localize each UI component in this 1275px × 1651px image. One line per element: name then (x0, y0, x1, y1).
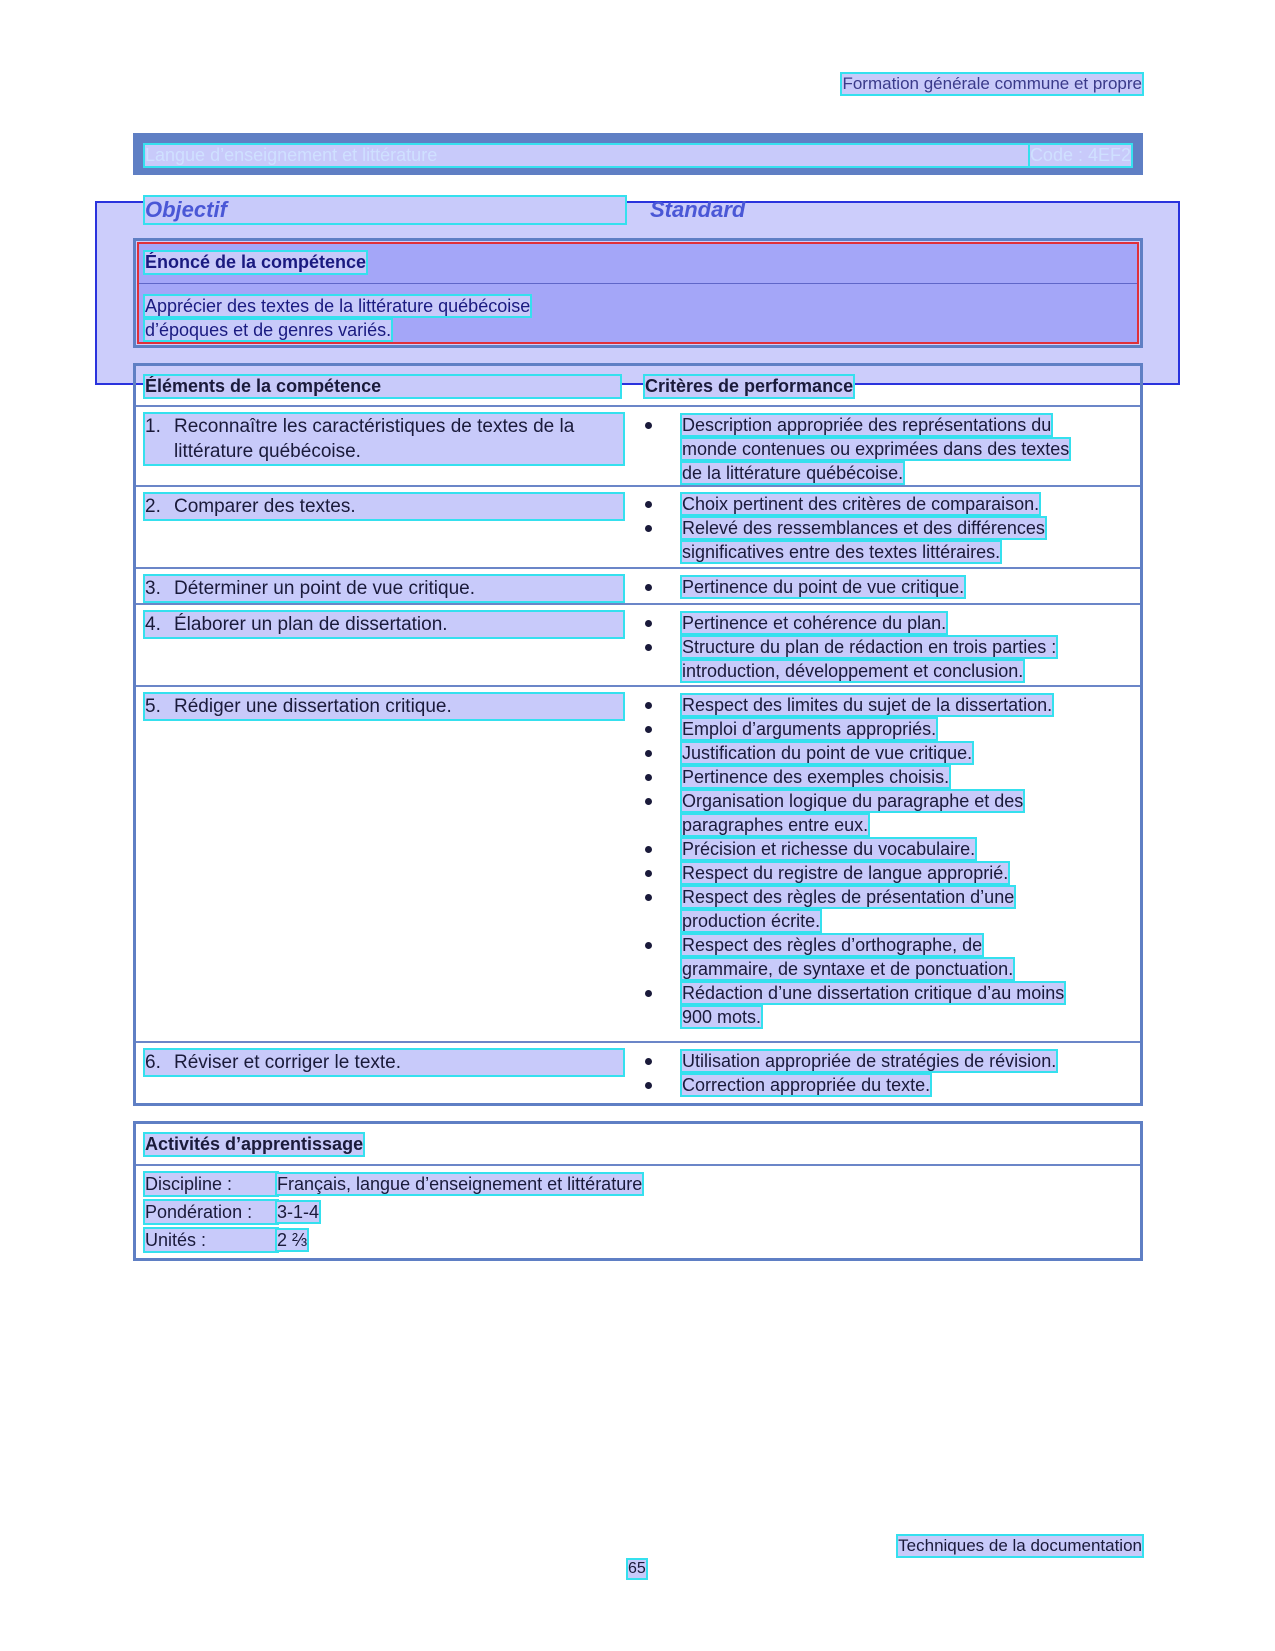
discipline-label: Discipline : (145, 1173, 277, 1195)
element-number: 5. (145, 696, 161, 717)
bullet-icon (645, 894, 652, 901)
bullet-icon (645, 774, 652, 781)
activities-divider (136, 1164, 1140, 1166)
criterion-item: Justification du point de vue critique. (645, 741, 1130, 765)
row-divider (136, 1041, 1140, 1043)
discipline-title: Langue d’enseignement et littérature (145, 145, 1085, 166)
criteria-list-1 (645, 413, 1130, 485)
bullet-icon (645, 644, 652, 651)
bullet-icon (645, 942, 652, 949)
competence-statement (145, 294, 605, 342)
criterion-item: Description appropriée des représentations du monde contenues ou exprimées dans des textes de la littérature québécoise. (645, 413, 1130, 485)
element-text: Élaborer un plan de dissertation. (174, 614, 448, 635)
element-row-6 (145, 1050, 623, 1075)
bullet-icon (645, 1082, 652, 1089)
criterion-item: Rédaction d’une dissertation critique d’au moins 900 mots. (645, 981, 1130, 1029)
element-number: 1. (145, 416, 161, 437)
activities-title: Activités d’apprentissage (145, 1134, 364, 1154)
bullet-icon (645, 501, 652, 508)
activity-discipline-row (145, 1173, 642, 1195)
bullet-icon (645, 584, 652, 591)
row-divider (136, 603, 1140, 605)
element-row-3 (145, 576, 623, 601)
criterion-item: Respect des règles d’orthographe, de grammaire, de syntaxe et de ponctuation. (645, 933, 1130, 981)
criterion-item: Respect du registre de langue approprié. (645, 861, 1130, 885)
row-divider (136, 485, 1140, 487)
criteria-list-6 (645, 1049, 1130, 1097)
course-code: Code : 4EF2 (1029, 145, 1131, 165)
criteria-list-2 (645, 492, 1130, 564)
ponderation-label: Pondération : (145, 1201, 277, 1223)
criterion-item: Relevé des ressemblances et des différences significatives entre des textes littéraires. (645, 516, 1130, 564)
row-divider (136, 685, 1140, 687)
element-text: Rédiger une dissertation critique. (174, 696, 452, 717)
criterion-item: Organisation logique du paragraphe et des paragraphes entre eux. (645, 789, 1130, 837)
element-number: 4. (145, 614, 161, 635)
bullet-icon (645, 870, 652, 877)
criterion-item: Précision et richesse du vocabulaire. (645, 837, 1130, 861)
bullet-icon (645, 726, 652, 733)
section-header: Formation générale commune et propre (842, 74, 1142, 93)
standard-label: Standard (650, 197, 746, 222)
bullet-icon (645, 620, 652, 627)
bullet-icon (645, 422, 652, 429)
competence-statement-line2: d’époques et de genres variés. (145, 320, 392, 340)
competence-statement-line1: Apprécier des textes de la littérature québécoise (145, 296, 531, 316)
criterion-item: Pertinence et cohérence du plan. (645, 611, 1130, 635)
bullet-icon (645, 750, 652, 757)
criterion-item: Respect des limites du sujet de la dissertation. (645, 693, 1130, 717)
row-divider (136, 405, 1140, 407)
page-number: 65 (628, 1560, 646, 1577)
bullet-icon (645, 798, 652, 805)
program-footer: Techniques de la documentation (898, 1536, 1142, 1555)
activity-ponderation-row (145, 1201, 319, 1223)
criteria-list-3 (645, 575, 1130, 599)
criteria-list-5 (645, 693, 1130, 1029)
col-header-criteria: Critères de performance (645, 376, 854, 396)
criterion-item: Choix pertinent des critères de comparaison. (645, 492, 1130, 516)
criterion-item: Pertinence des exemples choisis. (645, 765, 1130, 789)
bullet-icon (645, 1058, 652, 1065)
element-number: 3. (145, 578, 161, 599)
unites-value: 2 ⅔ (277, 1230, 308, 1250)
criteria-list-4 (645, 611, 1130, 683)
element-text: Reconnaître les caractéristiques de textes de la (174, 416, 575, 437)
discipline-value: Français, langue d’enseignement et littérature (277, 1174, 643, 1194)
objective-label: Objectif (145, 197, 625, 223)
element-text-cont: littérature québécoise. (174, 441, 361, 462)
discipline-banner (133, 133, 1143, 175)
element-number: 2. (145, 496, 161, 517)
bullet-icon (645, 702, 652, 709)
element-row-1 (145, 414, 623, 464)
criterion-item: Structure du plan de rédaction en trois parties : introduction, développement et conclusion. (645, 635, 1130, 683)
activity-unites-row (145, 1229, 307, 1251)
row-divider (136, 567, 1140, 569)
bullet-icon (645, 990, 652, 997)
criterion-item: Pertinence du point de vue critique. (645, 575, 1130, 599)
bullet-icon (645, 525, 652, 532)
element-number: 6. (145, 1052, 161, 1073)
bullet-icon (645, 846, 652, 853)
element-text: Comparer des textes. (174, 496, 356, 517)
criterion-item: Respect des règles de présentation d’une production écrite. (645, 885, 1130, 933)
element-text: Déterminer un point de vue critique. (174, 578, 475, 599)
unites-label: Unités : (145, 1229, 277, 1251)
criterion-item: Correction appropriée du texte. (645, 1073, 1130, 1097)
element-row-4 (145, 612, 623, 637)
element-row-2 (145, 494, 623, 519)
criterion-item: Utilisation appropriée de stratégies de révision. (645, 1049, 1130, 1073)
competence-divider (139, 283, 1137, 284)
element-row-5 (145, 694, 623, 719)
ponderation-value: 3-1-4 (277, 1202, 320, 1222)
element-text: Réviser et corriger le texte. (174, 1052, 402, 1073)
criterion-item: Emploi d’arguments appropriés. (645, 717, 1130, 741)
competence-heading: Énoncé de la compétence (145, 252, 367, 272)
col-header-elements: Éléments de la compétence (145, 376, 620, 397)
